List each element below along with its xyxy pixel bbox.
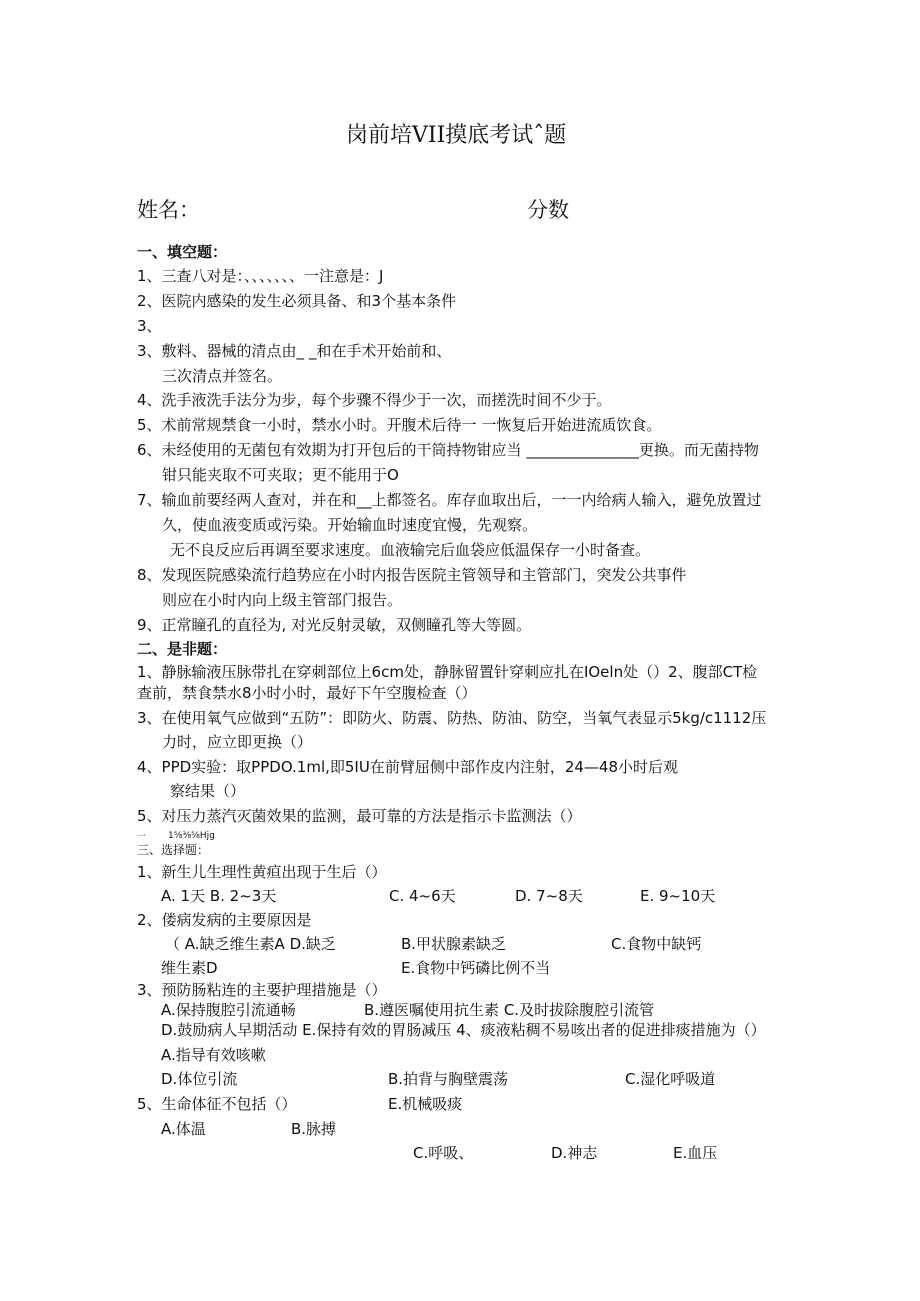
q5-option-b: B.脉搏 xyxy=(291,1120,337,1138)
tf-line: 1、静脉输液压脉带扎在穿刺部位上6cm处，静脉留置针穿刺应扎在IOeln处（）2、腹部CT检 xyxy=(137,663,758,681)
q1-option-e: E. 9~10天 xyxy=(640,887,716,905)
q1-stem: 1、新生儿生理性黄疸出现于生后（） xyxy=(137,863,387,881)
fill-line: 2、医院内感染的发生必须具备、和3个基本条件 xyxy=(137,292,457,310)
fill-line: 4、洗手液洗手法分为步，每个步骤不得少于一次，而搓洗时间不少于。 xyxy=(137,391,612,409)
garbled-text: 1⅝⅜⅝Hjg xyxy=(168,831,215,841)
q3-option-de-q4-stem: D.鼓励病人早期活动 E.保持有效的胃肠减压 4、痰液粘稠不易咳出者的促进排痰措施为（） xyxy=(161,1021,766,1039)
section-heading-choice: 三、选择题： xyxy=(137,843,210,857)
fill-line: 1、三查八对是：、、、、、、、一注意是：J xyxy=(137,267,384,285)
q4-option-b: B.拍背与胸壁震荡 xyxy=(388,1070,509,1088)
q5-option-d: D.神志 xyxy=(551,1144,598,1162)
q5-stem: 5、生命体征不包括（） xyxy=(137,1095,297,1113)
tf-line: 察结果（） xyxy=(170,782,246,800)
q1-option-c: C. 4~6天 xyxy=(389,887,456,905)
fill-line: 9、正常瞳孔的直径为, 对光反射灵敏，双侧瞳孔等大等圆。 xyxy=(137,616,532,634)
fill-line: 则应在小时内向上级主管部门报告。 xyxy=(162,591,403,609)
fill-line: 3、敷料、器械的清点由_ _和在手术开始前和、 xyxy=(137,342,452,360)
score-label: 分数 xyxy=(527,198,569,222)
q5-option-c: C.呼吸、 xyxy=(413,1144,474,1162)
q4-option-d: D.体位引流 xyxy=(161,1070,238,1088)
q3-stem: 3、预防肠粘连的主要护理措施是（） xyxy=(137,981,387,999)
q1-option-ab: A. 1天 B. 2~3天 xyxy=(161,887,277,905)
tf-line: 3、在使用氧气应做到“五防”：即防火、防震、防热、防油、防空，当氧气表显示5kg∕c1112压 xyxy=(137,709,767,727)
fill-line: 3、 xyxy=(137,317,162,335)
tf-line: 5、对压力蒸汽灭菌效果的监测，最可靠的方法是指示卡监测法（） xyxy=(137,807,582,825)
q4-option-a: A.指导有效咳嗽 xyxy=(161,1046,266,1064)
name-label: 姓名： xyxy=(137,198,200,222)
garbled-marker: 一 xyxy=(137,832,147,842)
q2-option-a: （ A.缺乏维生素A D.缺乏 xyxy=(165,935,336,953)
fill-line: 无不良反应后再调至要求速度。血液输完后血袋应低温保存一小时备查。 xyxy=(170,541,651,559)
q2-option-b: B.甲状腺素缺乏 xyxy=(401,935,507,953)
q2-option-c: C.食物中缺钙 xyxy=(611,935,702,953)
q3-option-a: A.保持腹腔引流通畅 xyxy=(161,1001,296,1019)
q3-option-bc: B.遵医嘱使用抗生素 C.及时拔除腹腔引流管 xyxy=(364,1001,655,1019)
q2-option-e: E.食物中钙磷比例不当 xyxy=(401,959,551,977)
fill-line: 5、术前常规禁食一小时，禁水小时。开腹术后待一 一恢复后开始进流质饮食。 xyxy=(137,416,662,434)
fill-line: 8、发现医院感染流行趋势应在小时内报告医院主管领导和主管部门，突发公共事件 xyxy=(137,566,687,584)
q4-option-e: E.机械吸痰 xyxy=(388,1095,463,1113)
section-heading-fill-in: 一、填空题： xyxy=(137,243,228,261)
fill-line: 钳只能夹取不可夹取；更不能用于O xyxy=(162,466,399,484)
tf-line: 4、PPD实验：取PPDO.1ml,即5IU在前臂屈侧中部作皮内注射，24—48小时后观 xyxy=(137,758,679,776)
q2-stem: 2、偻病发病的主要原因是 xyxy=(137,911,312,929)
q5-option-a: A.体温 xyxy=(161,1120,206,1138)
fill-line: 7、输血前要经两人查对，并在和__上都签名。库存血取出后，一一内给病人输入，避免放置过 xyxy=(137,491,762,509)
q4-option-c: C.湿化呼吸道 xyxy=(625,1070,716,1088)
page-title: 岗前培VII摸底考试ˆ题 xyxy=(346,123,567,148)
tf-line: 查前，禁食禁水8小时小时，最好下午空腹检查（） xyxy=(137,684,477,702)
section-heading-true-false: 二、是非题： xyxy=(137,640,228,658)
fill-line: 久，使血液变质或污染。开始输血时速度宜慢，先观察。 xyxy=(162,516,538,534)
tf-line: 力时，应立即更换（） xyxy=(162,733,313,751)
q1-option-d: D. 7~8天 xyxy=(515,887,583,905)
fill-line: 三次清点并签名。 xyxy=(162,367,283,385)
fill-line: 6、未经使用的无菌包有效期为打开包后的干筒持物钳应当 _______________更换。而无菌持物 xyxy=(137,441,759,459)
q5-option-e: E.血压 xyxy=(673,1144,718,1162)
q2-option-a-cont: 维生素D xyxy=(161,959,218,977)
